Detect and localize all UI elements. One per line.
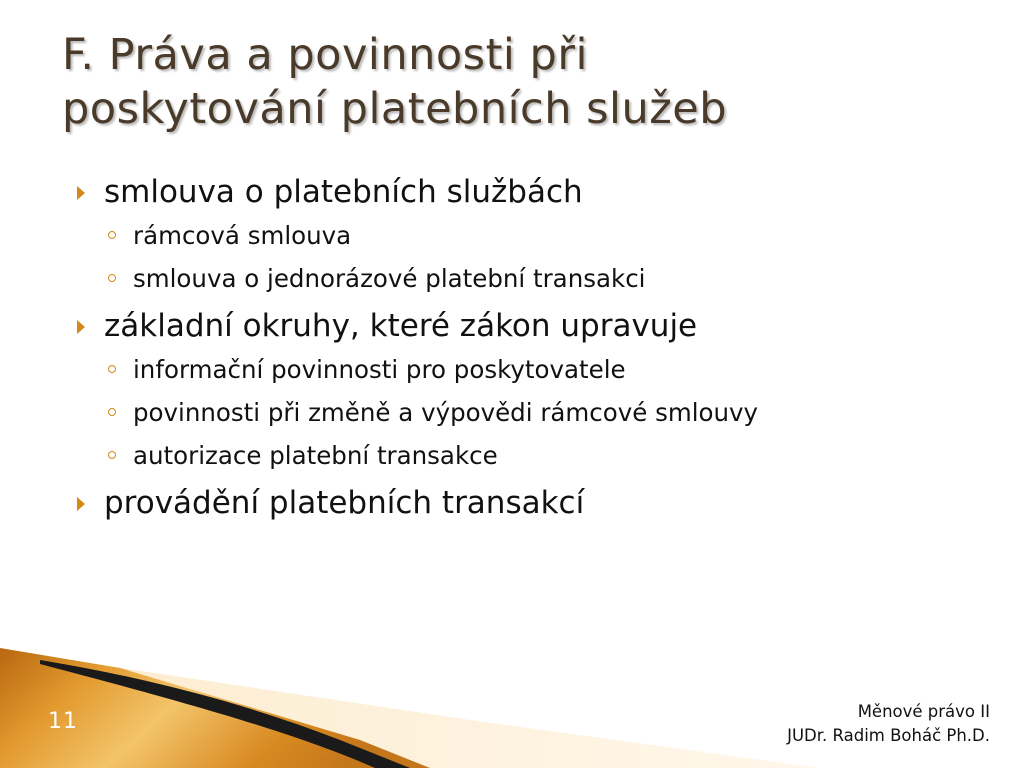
sub-list-item-text: informační povinnosti pro poskytovatele [133, 355, 626, 384]
sub-list-item-text: povinnosti při změně a výpovědi rámcové smlouvy [133, 398, 759, 427]
sub-list-item-text: smlouva o jednorázové platební transakci [133, 264, 646, 293]
list-item-text: základní okruhy, které zákon upravuje [104, 308, 698, 344]
footer-author: JUDr. Radim Boháč Ph.D. [787, 726, 990, 745]
slide-title-line: poskytování platebních služeb [62, 84, 728, 134]
sub-list-item-text: autorizace platební transakce [133, 441, 498, 470]
slide-number: 11 [48, 709, 78, 734]
footer-course: Měnové právo II [857, 702, 990, 721]
list-item-text: smlouva o platebních službách [104, 174, 583, 210]
footer [787, 700, 990, 748]
list-item-text: provádění platebních transakcí [104, 485, 585, 521]
sub-list-item-text: rámcová smlouva [133, 221, 352, 250]
slide-title-line: F. Práva a povinnosti při [62, 30, 588, 80]
